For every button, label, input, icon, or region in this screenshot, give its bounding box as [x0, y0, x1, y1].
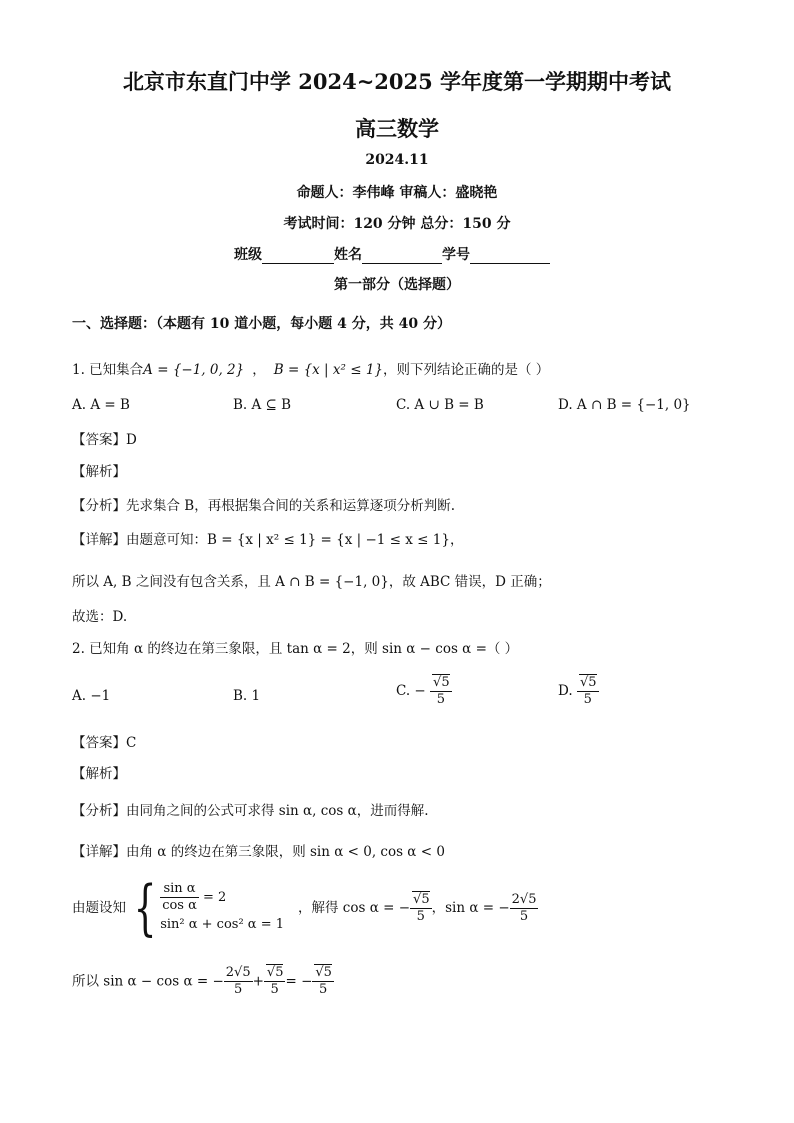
cos-value-fraction: $\frac{√5}{5}$: [410, 892, 432, 925]
exam-date: 2024.11: [365, 152, 429, 168]
exam-time-score: 考试时间：120 分钟 总分：150 分: [283, 216, 511, 232]
q2-final-prefix: 所以 sin α − cos α = −: [72, 973, 224, 990]
final-frac-1: $\frac{2√5}{5}$: [225, 965, 251, 997]
q2-option-d-fraction: [577, 675, 599, 708]
q2-answer: 【答案】C: [72, 735, 137, 751]
left-brace: {: [133, 873, 157, 943]
part-heading: 第一部分（选择题）: [334, 277, 460, 293]
q2-option-d-denominator: 5: [583, 692, 592, 707]
class-blank: [262, 247, 334, 264]
q2-system-line: [72, 873, 538, 943]
section-heading: 一、选择题：（本题有 10 道小题，每小题 4 分，共 40 分）: [72, 316, 451, 332]
q1-detail: 【详解】由题意可知：B = {x | x² ≤ 1} = {x | −1 ≤ x ≤ 1}，: [72, 532, 464, 548]
q1-answer: 【答案】D: [72, 432, 137, 448]
q2-detail: 【详解】由角 α 的终边在第三象限，则 sin α < 0, cos α < 0: [72, 844, 445, 860]
student-info-line: [234, 244, 550, 264]
q2-final-line: [72, 965, 334, 998]
q1-analysis-label: 【解析】: [72, 464, 126, 480]
q2-option-b: B. 1: [233, 688, 261, 704]
sys-eq1-numerator: sin α: [160, 881, 199, 898]
q2-stem: 2. 已知角 α 的终边在第三象限，且 tan α = 2，则 sin α − cos α =（ ）: [72, 641, 519, 657]
q1-fenxi: 【分析】先求集合 B，再根据集合间的关系和运算逐项分析判断.: [72, 498, 456, 514]
q2-option-c: [396, 675, 452, 708]
q1-option-b: B. A ⊆ B: [233, 397, 292, 413]
q1-stem-prefix: 1. 已知集合: [72, 362, 144, 378]
equation-system: [160, 881, 284, 936]
q2-option-d-label: D.: [558, 683, 573, 699]
q1-option-d: D. A ∩ B = {−1, 0}: [558, 397, 691, 413]
q2-option-a: A. −1: [72, 688, 111, 704]
exam-subtitle: 高三数学: [355, 116, 439, 141]
id-blank: [470, 247, 550, 264]
q1-option-c: C. A ∪ B = B: [396, 397, 484, 413]
q1-stem: 1. 已知集合A = {−1, 0, 2} ， B = {x | x² ≤ 1}，则下列结论正确的是（ ）: [72, 362, 550, 378]
final-frac-2: $\frac{√5}{5}$: [264, 965, 286, 998]
q1-choose: 故选：D.: [72, 609, 128, 625]
id-label: 学号: [442, 247, 470, 263]
exam-title: 北京市东直门中学 2024~2025 学年度第一学期期中考试: [122, 69, 672, 94]
final-frac-3: $\frac{√5}{5}$: [312, 965, 334, 998]
class-label: 班级: [234, 247, 262, 263]
final-eq: = −: [285, 973, 313, 990]
q2-option-d: [558, 675, 599, 708]
name-label: 姓名: [334, 247, 362, 263]
name-blank: [362, 247, 442, 264]
q2-fenxi: 【分析】由同角之间的公式可求得 sin α, cos α，进而得解.: [72, 803, 429, 819]
final-plus: +: [252, 973, 264, 990]
q2-solve-prefix: ，解得 cos α = −: [298, 900, 411, 916]
sin-value-fraction: $\frac{2√5}{5}$: [511, 891, 537, 924]
q2-option-c-denominator: 5: [436, 692, 445, 707]
sys-eq1-denominator: cos α: [162, 897, 197, 913]
q2-analysis-label: 【解析】: [72, 766, 126, 782]
q2-setup-prefix: 由题设知: [72, 900, 126, 916]
q1-option-a: A. A = B: [72, 397, 130, 413]
q1-set-b: B = {x | x² ≤ 1}: [273, 362, 383, 378]
q1-set-a: A = {−1, 0, 2}: [143, 362, 245, 378]
q2-option-c-fraction: [430, 675, 452, 708]
sys-eq2: sin² α + cos² α = 1: [160, 916, 284, 932]
q2-option-d-numerator: √5: [579, 675, 597, 690]
sys-eq1-rhs: = 2: [203, 889, 227, 905]
q2-solve-mid: ，sin α = −: [431, 900, 510, 916]
exam-authors: 命题人：李伟峰 审稿人：盛晓艳: [296, 185, 498, 201]
q1-stem-suffix: ，则下列结论正确的是（ ）: [383, 362, 550, 378]
q1-conclusion: 所以 A, B 之间没有包含关系，且 A ∩ B = {−1, 0}，故 ABC 错误，D 正确；: [72, 574, 551, 590]
q2-option-c-numerator: √5: [433, 675, 450, 690]
q2-option-c-label: C. −: [396, 683, 426, 699]
